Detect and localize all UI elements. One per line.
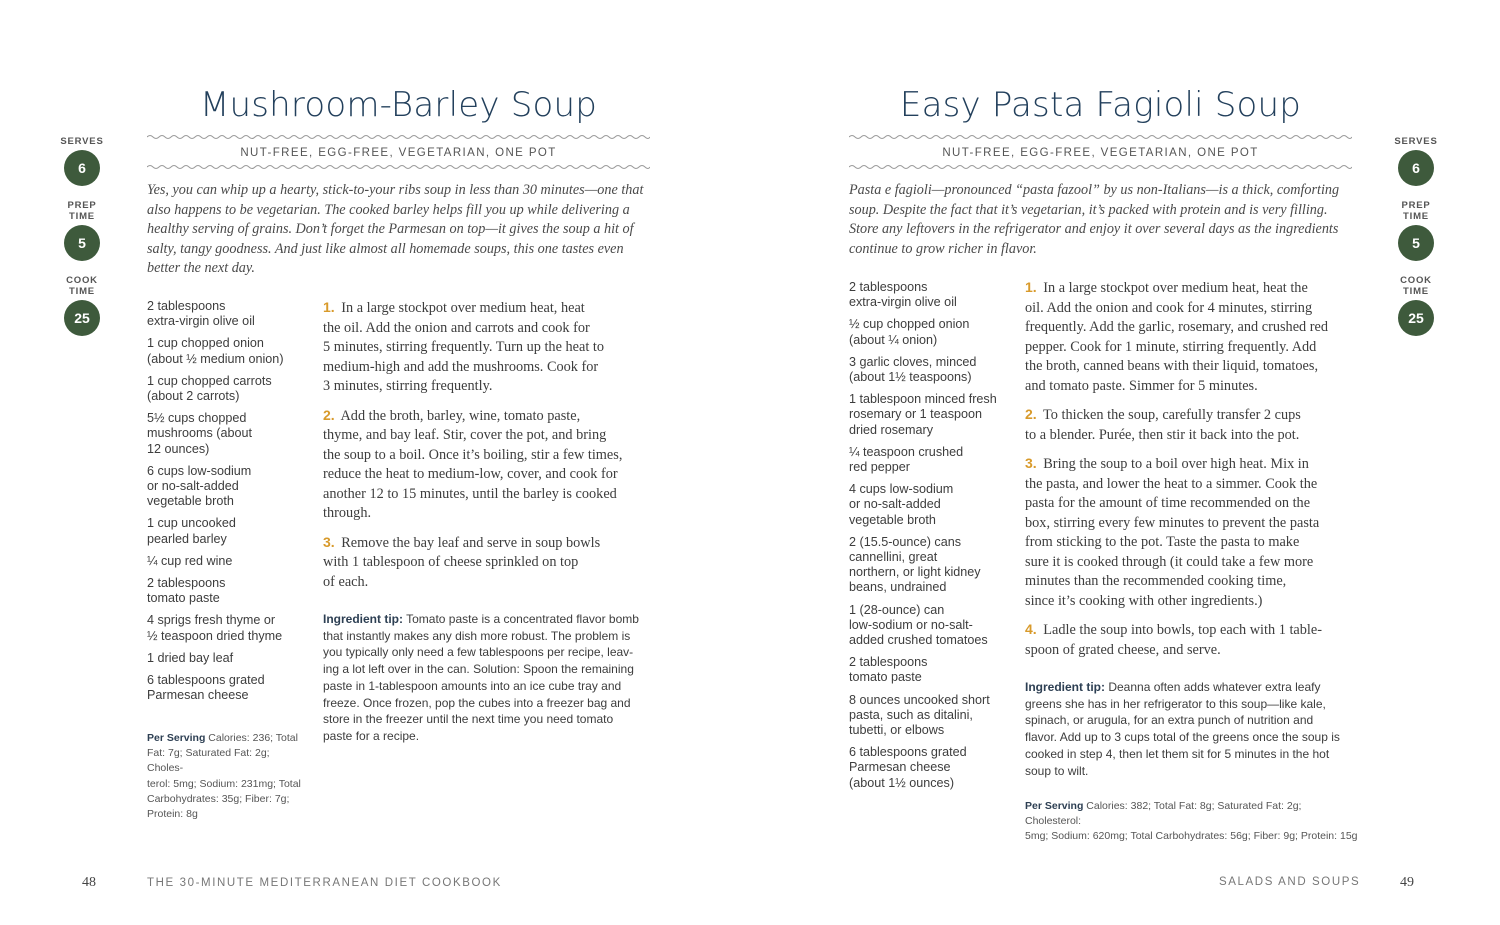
stat-label: PREP TIME xyxy=(67,200,97,222)
page-number: 49 xyxy=(1400,875,1414,890)
page-number: 48 xyxy=(82,875,96,890)
ingredient-item: 2 tablespoons extra-virgin olive oil xyxy=(147,299,255,329)
nutrition-label: Per Serving xyxy=(147,732,206,744)
right-stats xyxy=(1386,136,1446,336)
nutrition-info xyxy=(147,731,307,822)
ingredient-tip xyxy=(1025,679,1360,779)
ingredient-item: ¼ teaspoon crushed red pepper xyxy=(849,444,964,475)
wavy-divider xyxy=(147,164,650,170)
ingredient-item: 8 ounces uncooked short pasta, such as ditalini, tubetti, or elbows xyxy=(849,692,990,738)
step-number: 2. xyxy=(1025,406,1037,422)
step-number: 2. xyxy=(323,406,335,423)
ingredient-item: 4 cups low-sodium or no-salt-added vegetable broth xyxy=(849,482,954,527)
ingredient-list xyxy=(849,280,1014,798)
wavy-divider xyxy=(147,134,650,140)
direction-step xyxy=(323,406,653,524)
step-number: 1. xyxy=(323,299,335,315)
ingredient-item: 1 tablespoon minced fresh rosemary or 1 teaspoon dried rosemary xyxy=(849,392,997,437)
wavy-divider xyxy=(849,164,1352,170)
ingredient-item: 1 cup chopped carrots (about 2 carrots) xyxy=(147,373,272,404)
nutrition-text: Calories: 236; Total Fat: 7g; Saturated Fat: 2g; Choles- terol: 5mg; Sodium: 231mg; Total Carbohydrates: 35g; Fiber: 7g; Protein: 8g xyxy=(147,732,301,821)
step-text: Add the broth, barley, wine, tomato paste, thyme, and bay leaf. Stir, cover the pot, and bring the soup to a boil. Once it’s boiling, stir a few times, reduce the heat to medium-low, cover, and cook for another 12 to 15 minutes, until the barley is cooked through. xyxy=(323,407,623,521)
directions xyxy=(323,298,653,601)
stat-value-badge: 25 xyxy=(1398,300,1434,336)
ingredient-item: 4 sprigs fresh thyme or ½ teaspoon dried thyme xyxy=(147,613,283,643)
stat-label: PREP TIME xyxy=(1401,200,1431,222)
ingredient-item: 2 tablespoons extra-virgin olive oil xyxy=(849,280,957,310)
step-number: 3. xyxy=(323,533,335,550)
ingredient-item: 1 cup chopped onion (about ½ medium onion) xyxy=(147,336,284,366)
step-text: Bring the soup to a boil over high heat. Mix in the pasta, and lower the heat to a simmer. Cook the pasta for the amount of time recommended on the box, stirring every few minutes to prevent the pasta from sticking to the pot. Taste the pasta to make sure it is cooked through (it could take a few more minutes than the recommended cooking time, since it’s cooking with other ingredients.) xyxy=(1025,456,1320,609)
directions xyxy=(1025,278,1360,669)
recipe-intro: Yes, you can whip up a hearty, stick-to-your ribs soup in less than 30 minutes—one that also happens to be vegetarian. The cooked barley helps fill you up while delivering a healthy serving of grains. Don’t forget the Parmesan on top—it gives the soup a hit of salty, tangy goodness. And just like almost all homemade soups, this one tastes even better the next day. xyxy=(147,182,644,276)
right-page xyxy=(750,0,1500,925)
ingredient-item: ¼ cup red wine xyxy=(147,553,233,568)
ingredient-item: 1 (28-ounce) can low-sodium or no-salt- added crushed tomatoes xyxy=(849,602,988,648)
nutrition-info xyxy=(1025,799,1360,845)
wavy-divider xyxy=(849,134,1352,140)
step-text: In a large stockpot over medium heat, heat the oil. Add the onion and cook for 4 minutes, stirring frequently. Add the garlic, rosemary, and crushed red pepper. Cook for 1 minute, stirring frequently. Add the broth, canned beans with their liquid, tomatoes, and tomato paste. Simmer for 5 minutes. xyxy=(1025,280,1329,394)
stat-cook-time xyxy=(52,275,112,336)
step-text: Remove the bay leaf and serve in soup bowls with 1 tablespoon of cheese sprinkled on top of each. xyxy=(323,534,601,590)
stat-serves xyxy=(52,136,112,186)
stat-label: COOK TIME xyxy=(66,275,98,297)
stat-value-badge: 6 xyxy=(1398,150,1434,186)
direction-step xyxy=(1025,620,1360,660)
stat-label: SERVES xyxy=(60,136,104,147)
step-text: Ladle the soup into bowls, top each with 1 table- spoon of grated cheese, and serve. xyxy=(1025,622,1322,658)
recipe-title: Easy Pasta Fagioli Soup xyxy=(899,85,1302,125)
ingredient-item: 3 garlic cloves, minced (about 1½ teaspoons) xyxy=(849,354,977,385)
tip-label: Ingredient tip: xyxy=(323,612,403,626)
stat-value-badge: 6 xyxy=(64,150,100,186)
direction-step xyxy=(323,298,653,397)
running-head: SALADS AND SOUPS xyxy=(1219,876,1361,888)
nutrition-text: Calories: 382; Total Fat: 8g; Saturated Fat: 2g; Cholesterol: 5mg; Sodium: 620mg; Total Carbohydrates: 56g; Fiber: 9g; Protein: 15g xyxy=(1025,800,1358,843)
step-text: In a large stockpot over medium heat, heat the oil. Add the onion and carrots and cook for 5 minutes, stirring frequently. Turn up the heat to medium-high and add the mushrooms. Cook for 3 minutes, stirring frequently. xyxy=(323,300,605,394)
ingredient-item: 6 tablespoons grated Parmesan cheese (about 1½ ounces) xyxy=(849,745,967,790)
left-stats xyxy=(52,136,112,336)
stat-value-badge: 5 xyxy=(1398,225,1434,261)
stat-label: SERVES xyxy=(1394,136,1438,147)
ingredient-item: 6 cups low-sodium or no-salt-added vegetable broth xyxy=(147,463,252,509)
running-head: THE 30-MINUTE MEDITERRANEAN DIET COOKBOOK xyxy=(147,877,502,889)
ingredient-item: 1 dried bay leaf xyxy=(147,650,234,665)
stat-label: COOK TIME xyxy=(1400,275,1432,297)
ingredient-item: ½ cup chopped onion (about ¼ onion) xyxy=(849,317,970,347)
tip-label: Ingredient tip: xyxy=(1025,680,1105,694)
direction-step xyxy=(1025,278,1360,396)
step-number: 4. xyxy=(1025,621,1037,637)
stat-prep-time xyxy=(52,200,112,261)
direction-step xyxy=(323,533,653,593)
tip-text: Tomato paste is a concentrated flavor bomb that instantly makes any dish more robust. The problem is you typically only need a few tablespoons per recipe, leav- ing a lot left over in the can. Solution: Spoon the remaining paste in 1-tablespoon amounts into an ice cube tray and freeze. Once frozen, pop the cubes into a freezer bag and store in the freezer until the next time you need tomato paste for a recipe. xyxy=(323,612,639,743)
tip-text: Deanna often adds whatever extra leafy greens she has in her refrigerator to this soup—like kale, spinach, or arugula, for an extra punch of nutrition and flavor. Add up to 3 cups total of the greens once the soup is cooked in step 4, then let them sit for 5 minutes in the hot soup to wilt. xyxy=(1025,680,1340,778)
recipe-tags: NUT-FREE, EGG-FREE, VEGETARIAN, ONE POT xyxy=(942,147,1259,159)
ingredient-tip xyxy=(323,611,653,745)
recipe-intro: Pasta e fagioli—pronounced “pasta fazool” by us non-Italians—is a thick, comforting soup. Despite the fact that it’s vegetarian, it’s packed with protein and is very filling. Store any leftovers in the refrigerator and enjoy it over several days as the ingredients continue to grow richer in flavor. xyxy=(849,182,1340,257)
stat-value-badge: 25 xyxy=(64,300,100,336)
step-number: 1. xyxy=(1025,279,1037,295)
nutrition-label: Per Serving xyxy=(1025,800,1084,812)
ingredient-item: 6 tablespoons grated Parmesan cheese xyxy=(147,673,265,703)
step-number: 3. xyxy=(1025,455,1037,471)
direction-step xyxy=(1025,454,1360,611)
stat-prep-time xyxy=(1386,200,1446,261)
recipe-tags: NUT-FREE, EGG-FREE, VEGETARIAN, ONE POT xyxy=(240,147,557,159)
ingredient-item: 2 tablespoons tomato paste xyxy=(147,576,226,606)
stat-cook-time xyxy=(1386,275,1446,336)
stat-value-badge: 5 xyxy=(64,225,100,261)
step-text: To thicken the soup, carefully transfer 2 cups to a blender. Purée, then stir it back into the pot. xyxy=(1025,407,1301,443)
ingredient-item: 2 tablespoons tomato paste xyxy=(849,655,928,685)
stat-serves xyxy=(1386,136,1446,186)
ingredient-list xyxy=(147,299,307,710)
ingredient-item: 2 (15.5-ounce) cans cannellini, great northern, or light kidney beans, undrained xyxy=(849,534,981,595)
recipe-title: Mushroom-Barley Soup xyxy=(199,85,598,125)
ingredient-item: 5½ cups chopped mushrooms (about 12 ounces) xyxy=(147,411,252,456)
direction-step xyxy=(1025,405,1360,445)
ingredient-item: 1 cup uncooked pearled barley xyxy=(147,516,236,546)
